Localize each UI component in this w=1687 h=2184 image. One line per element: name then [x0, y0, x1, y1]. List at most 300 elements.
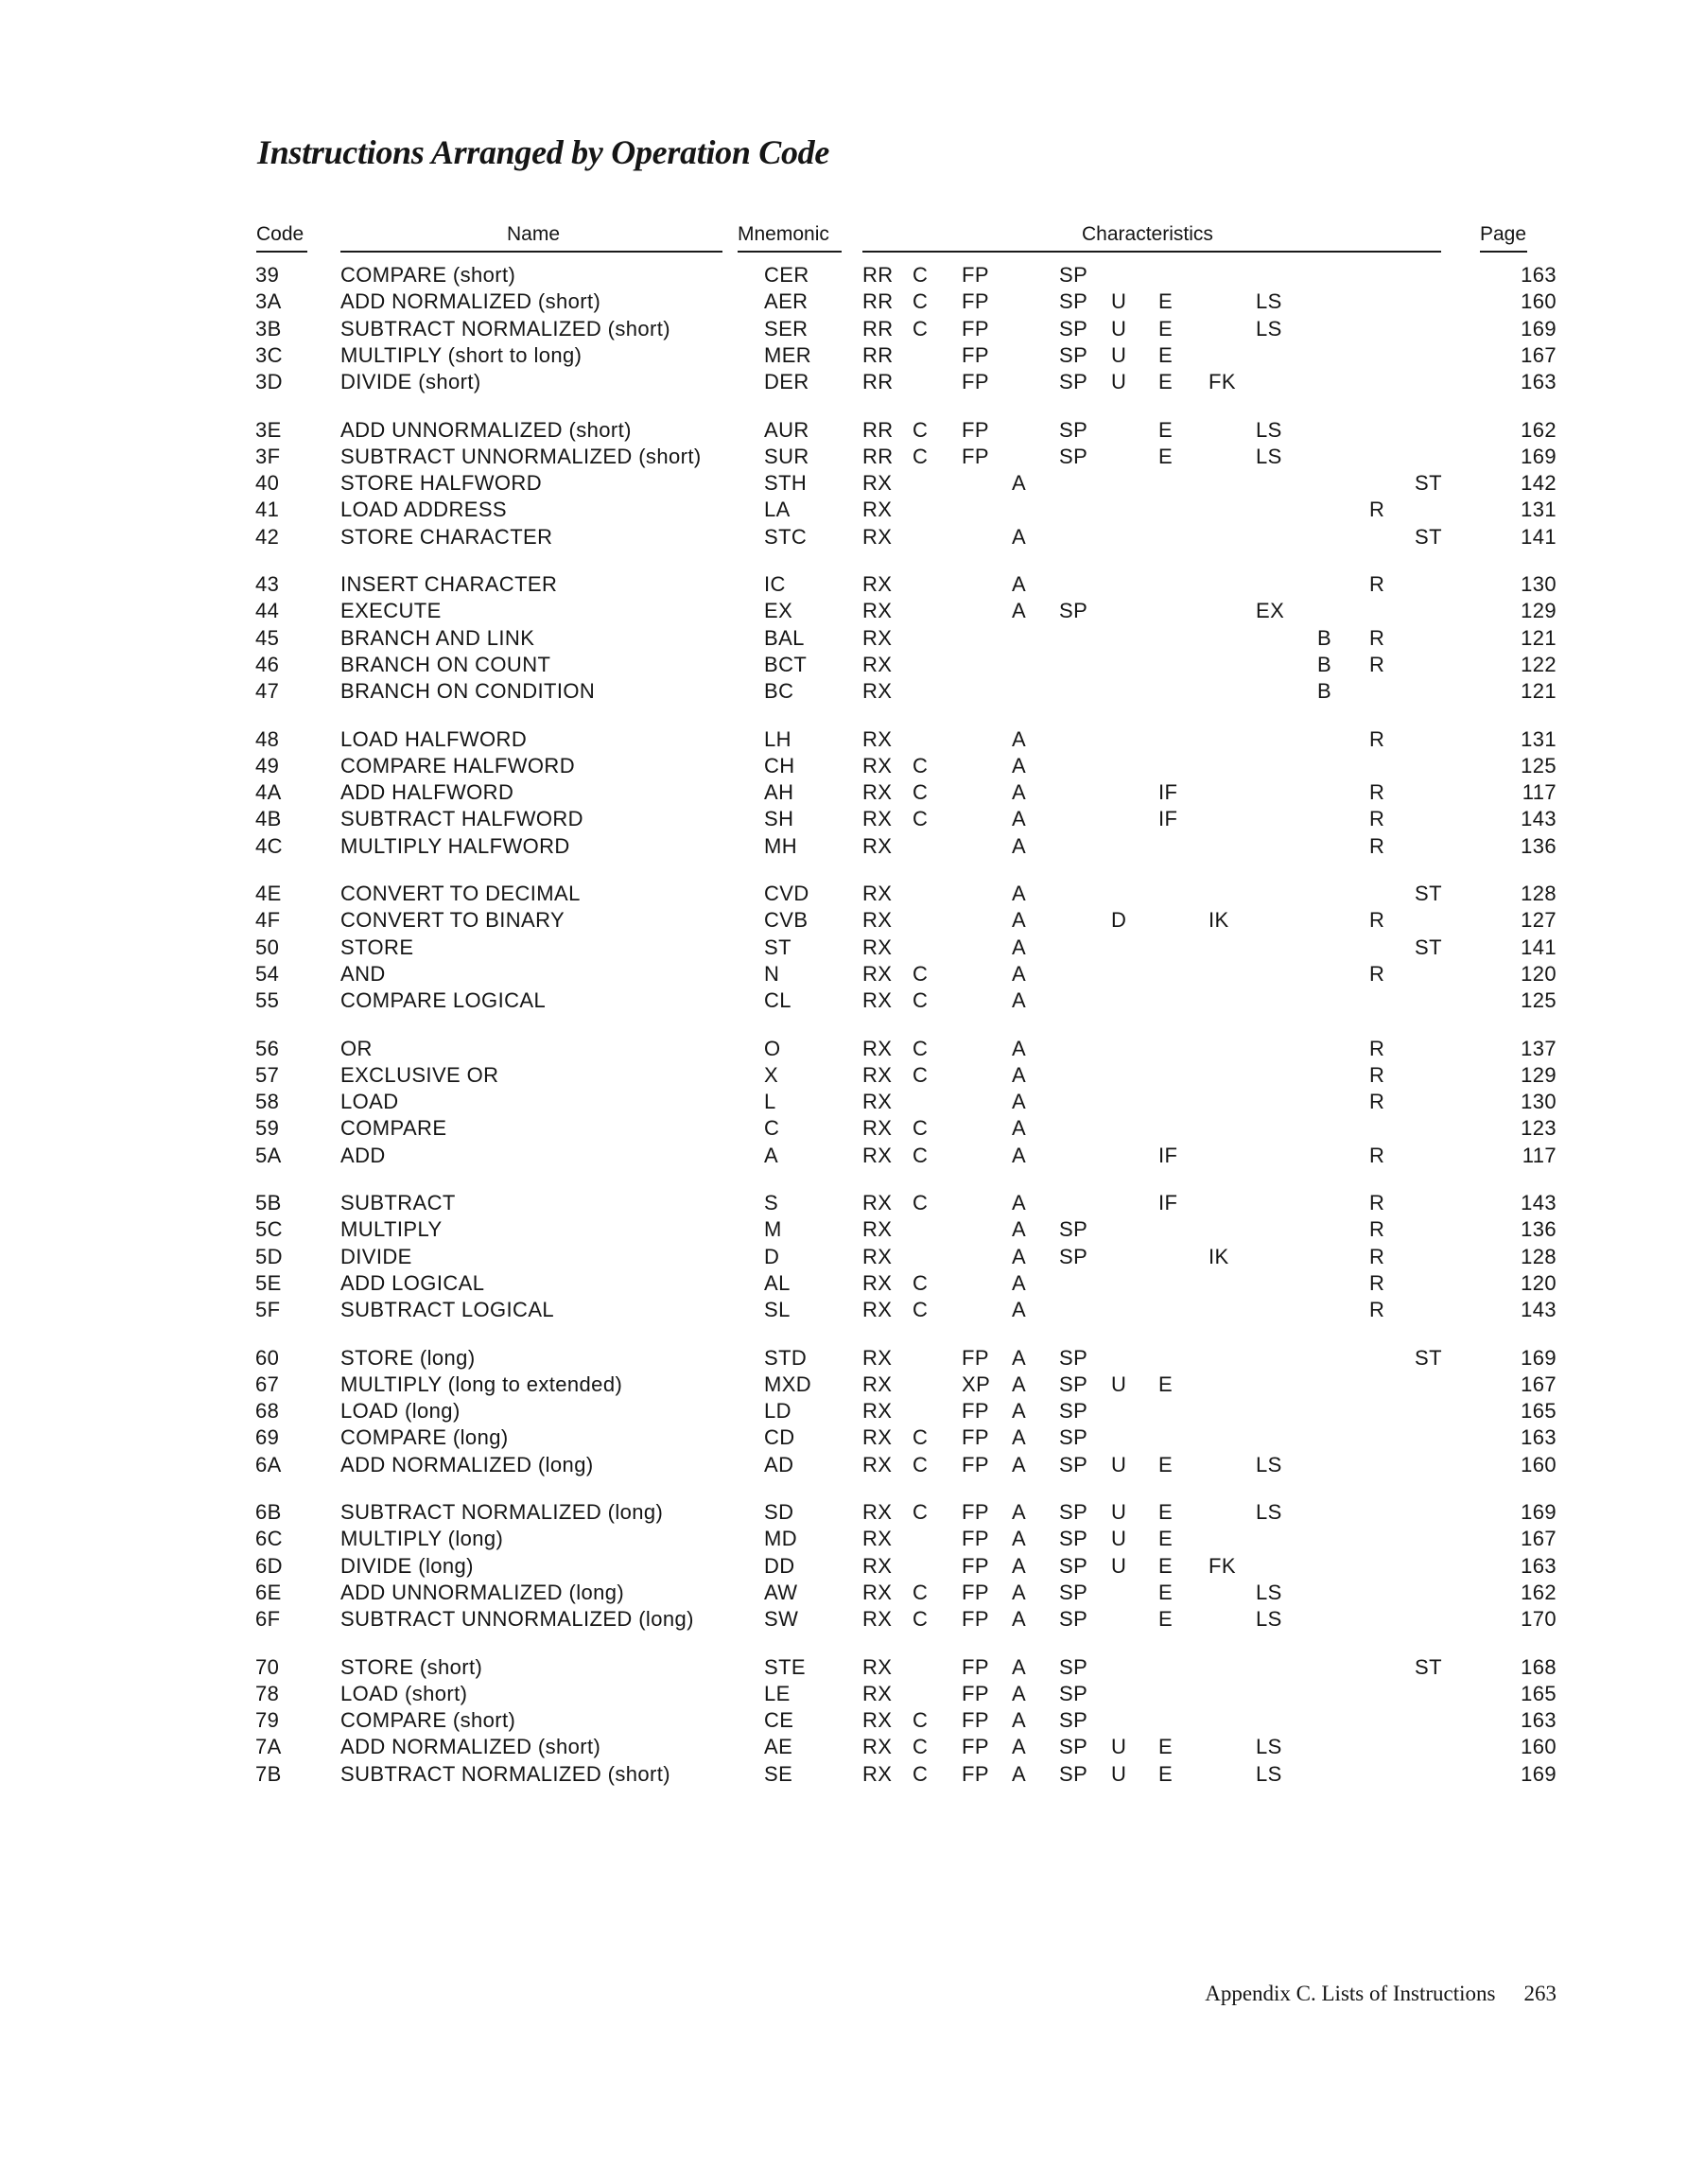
- cell-alignment: A: [1012, 599, 1027, 623]
- cell-format: RX: [862, 652, 893, 676]
- table-row: [0, 907, 1687, 934]
- cell-name: LOAD HALFWORD: [340, 726, 528, 751]
- cell-mnemonic: CH: [764, 753, 795, 778]
- cell-alignment: A: [1012, 524, 1027, 549]
- cell-alignment: A: [1012, 1527, 1027, 1551]
- cell-divide-exception: IK: [1209, 908, 1229, 933]
- cell-format: RX: [862, 1062, 893, 1087]
- cell-page: 129: [1521, 599, 1557, 623]
- table-row: [0, 1606, 1687, 1633]
- cell-mnemonic: AW: [764, 1580, 798, 1604]
- cell-format: RX: [862, 1553, 893, 1578]
- cell-mnemonic: D: [764, 1244, 780, 1268]
- cell-page: 142: [1521, 471, 1557, 496]
- cell-format: RX: [862, 1298, 893, 1322]
- cell-name: INSERT CHARACTER: [340, 572, 558, 596]
- cell-format: RX: [862, 908, 893, 933]
- cell-floating-point: FP: [962, 1681, 989, 1705]
- table-row: [0, 1580, 1687, 1606]
- cell-code: 3F: [255, 444, 281, 468]
- cell-alignment: A: [1012, 1607, 1027, 1632]
- cell-code: 3D: [255, 370, 283, 394]
- cell-floating-point: FP: [962, 342, 989, 367]
- table-row: [0, 1398, 1687, 1424]
- cell-mnemonic: MXD: [764, 1372, 812, 1396]
- cell-exponent-overflow: E: [1158, 1735, 1174, 1759]
- cell-mnemonic: CVB: [764, 908, 809, 933]
- cell-alignment: A: [1012, 988, 1027, 1013]
- cell-exponent-overflow: E: [1158, 316, 1174, 341]
- cell-format: RR: [862, 342, 894, 367]
- cell-exponent-underflow: U: [1111, 1735, 1127, 1759]
- cell-code: 41: [255, 498, 280, 522]
- cell-code: 46: [255, 652, 280, 676]
- cell-exponent-overflow: IF: [1158, 807, 1178, 831]
- cell-page: 128: [1521, 1244, 1557, 1268]
- cell-code: 7B: [255, 1761, 282, 1786]
- cell-register-modified: R: [1369, 1191, 1385, 1214]
- cell-format: RX: [862, 1116, 893, 1141]
- cell-format: RX: [862, 471, 893, 496]
- table-row: [0, 571, 1687, 598]
- table-row: [0, 470, 1687, 497]
- cell-specification: SP: [1059, 342, 1088, 367]
- cell-format: RX: [862, 1452, 893, 1476]
- table-row: [0, 726, 1687, 753]
- cell-branching: B: [1317, 652, 1332, 676]
- cell-format: RX: [862, 679, 893, 704]
- cell-page: 169: [1521, 1345, 1557, 1370]
- cell-store: ST: [1415, 471, 1442, 496]
- cell-mnemonic: SL: [764, 1298, 791, 1322]
- cell-page: 137: [1521, 1036, 1557, 1060]
- table-row: [0, 497, 1687, 523]
- cell-floating-point: FP: [962, 1399, 989, 1424]
- cell-mnemonic: C: [764, 1116, 780, 1141]
- cell-alignment: A: [1012, 1500, 1027, 1524]
- cell-format: RR: [862, 263, 894, 287]
- cell-exponent-overflow: E: [1158, 417, 1174, 442]
- cell-name: STORE (long): [340, 1345, 476, 1370]
- cell-page: 136: [1521, 833, 1557, 858]
- cell-exponent-overflow: E: [1158, 1527, 1174, 1551]
- cell-format: RX: [862, 1090, 893, 1114]
- cell-divide-exception: FK: [1209, 1553, 1236, 1578]
- cell-format: RX: [862, 780, 893, 805]
- cell-floating-point: FP: [962, 1708, 989, 1733]
- cell-format: RR: [862, 444, 894, 468]
- cell-condition-code: C: [913, 444, 929, 468]
- table-row: [0, 779, 1687, 806]
- cell-mnemonic: AUR: [764, 417, 809, 442]
- cell-specification: SP: [1059, 1735, 1088, 1759]
- cell-name: COMPARE (short): [340, 263, 516, 287]
- cell-format: RX: [862, 935, 893, 959]
- cell-alignment: A: [1012, 572, 1027, 596]
- cell-name: ADD NORMALIZED (short): [340, 289, 601, 314]
- cell-specification: SP: [1059, 289, 1088, 314]
- table-row: [0, 1654, 1687, 1681]
- cell-mnemonic: CVD: [764, 882, 809, 905]
- cell-condition-code: C: [913, 807, 929, 831]
- cell-specification: SP: [1059, 1425, 1088, 1450]
- cell-specification: SP: [1059, 417, 1088, 442]
- table-row: [0, 753, 1687, 779]
- cell-mnemonic: X: [764, 1062, 779, 1087]
- cell-exponent-overflow: E: [1158, 1372, 1174, 1396]
- cell-mnemonic: M: [764, 1217, 782, 1242]
- cell-code: 6D: [255, 1553, 283, 1578]
- cell-format: RX: [862, 498, 893, 522]
- cell-mnemonic: MER: [764, 342, 812, 367]
- cell-register-modified: R: [1369, 625, 1385, 650]
- cell-page: 123: [1521, 1116, 1557, 1141]
- cell-page: 143: [1521, 807, 1557, 831]
- cell-alignment: A: [1012, 1708, 1027, 1733]
- cell-page: 168: [1521, 1654, 1557, 1679]
- cell-mnemonic: CL: [764, 988, 791, 1013]
- cell-name: DIVIDE: [340, 1244, 412, 1268]
- cell-name: MULTIPLY (long to extended): [340, 1372, 623, 1396]
- cell-name: MULTIPLY (short to long): [340, 342, 583, 367]
- cell-alignment: A: [1012, 1345, 1027, 1370]
- cell-significance: LS: [1256, 289, 1282, 314]
- cell-alignment: A: [1012, 807, 1027, 831]
- table-row: [0, 806, 1687, 832]
- cell-format: RX: [862, 882, 893, 905]
- cell-page: 165: [1521, 1399, 1557, 1424]
- cell-page: 165: [1521, 1681, 1557, 1705]
- cell-page: 163: [1521, 1425, 1557, 1450]
- cell-mnemonic: SER: [764, 316, 809, 341]
- cell-condition-code: C: [913, 1191, 929, 1214]
- cell-alignment: A: [1012, 1399, 1027, 1424]
- cell-exponent-underflow: U: [1111, 1372, 1127, 1396]
- cell-floating-point: FP: [962, 1500, 989, 1524]
- cell-name: STORE CHARACTER: [340, 524, 553, 549]
- cell-format: RX: [862, 625, 893, 650]
- cell-format: RR: [862, 316, 894, 341]
- table-row: [0, 1681, 1687, 1707]
- cell-specification: SP: [1059, 1681, 1088, 1705]
- cell-condition-code: C: [913, 988, 929, 1013]
- cell-significance: LS: [1256, 1735, 1282, 1759]
- cell-page: 169: [1521, 316, 1557, 341]
- cell-alignment: A: [1012, 1244, 1027, 1268]
- cell-register-modified: R: [1369, 833, 1385, 858]
- cell-exponent-overflow: E: [1158, 1553, 1174, 1578]
- cell-page: 127: [1521, 908, 1557, 933]
- cell-code: 5B: [255, 1191, 282, 1214]
- cell-page: 128: [1521, 882, 1557, 905]
- cell-exponent-overflow: E: [1158, 1607, 1174, 1632]
- cell-code: 60: [255, 1345, 280, 1370]
- cell-code: 4F: [255, 908, 281, 933]
- cell-mnemonic: LE: [764, 1681, 791, 1705]
- cell-name: COMPARE (long): [340, 1425, 509, 1450]
- cell-format: RX: [862, 1735, 893, 1759]
- cell-format: RR: [862, 370, 894, 394]
- cell-mnemonic: STD: [764, 1345, 808, 1370]
- cell-code: 48: [255, 726, 280, 751]
- cell-page: 120: [1521, 961, 1557, 986]
- cell-page: 163: [1521, 1708, 1557, 1733]
- cell-page: 121: [1521, 625, 1557, 650]
- column-header-mnemonic: Mnemonic: [738, 223, 829, 245]
- cell-register-modified: R: [1369, 908, 1385, 933]
- cell-name: ADD UNNORMALIZED (short): [340, 417, 632, 442]
- cell-page: 160: [1521, 1452, 1557, 1476]
- cell-mnemonic: LH: [764, 726, 791, 751]
- cell-condition-code: C: [913, 1735, 929, 1759]
- cell-specification: SP: [1059, 1654, 1088, 1679]
- cell-condition-code: C: [913, 1062, 929, 1087]
- table-row: [0, 1089, 1687, 1115]
- column-header-characteristics: Characteristics: [1082, 223, 1213, 245]
- cell-mnemonic: LA: [764, 498, 791, 522]
- table-row: [0, 833, 1687, 860]
- cell-name: BRANCH ON CONDITION: [340, 679, 596, 704]
- cell-mnemonic: A: [764, 1143, 779, 1167]
- cell-code: 40: [255, 471, 280, 496]
- cell-significance: LS: [1256, 417, 1282, 442]
- cell-name: COMPARE HALFWORD: [340, 753, 576, 778]
- cell-condition-code: C: [913, 263, 929, 287]
- cell-specification: SP: [1059, 444, 1088, 468]
- cell-alignment: A: [1012, 908, 1027, 933]
- cell-page: 143: [1521, 1298, 1557, 1322]
- cell-code: 4E: [255, 882, 282, 905]
- cell-code: 6C: [255, 1527, 283, 1551]
- cell-format: RX: [862, 1143, 893, 1167]
- cell-format: RX: [862, 807, 893, 831]
- cell-store: ST: [1415, 882, 1442, 905]
- table-row: [0, 1190, 1687, 1216]
- cell-code: 5F: [255, 1298, 281, 1322]
- cell-code: 43: [255, 572, 280, 596]
- cell-mnemonic: ST: [764, 935, 791, 959]
- cell-condition-code: C: [913, 1607, 929, 1632]
- cell-alignment: A: [1012, 1116, 1027, 1141]
- cell-exponent-underflow: U: [1111, 1500, 1127, 1524]
- cell-exponent-overflow: E: [1158, 1500, 1174, 1524]
- cell-code: 55: [255, 988, 280, 1013]
- cell-mnemonic: CD: [764, 1425, 795, 1450]
- cell-register-modified: R: [1369, 726, 1385, 751]
- cell-format: RX: [862, 599, 893, 623]
- cell-mnemonic: AH: [764, 780, 794, 805]
- cell-register-modified: R: [1369, 807, 1385, 831]
- cell-page: 167: [1521, 1372, 1557, 1396]
- cell-specification: SP: [1059, 1500, 1088, 1524]
- cell-name: CONVERT TO DECIMAL: [340, 882, 581, 905]
- cell-register-modified: R: [1369, 1244, 1385, 1268]
- cell-name: SUBTRACT: [340, 1191, 456, 1214]
- cell-branching: B: [1317, 625, 1332, 650]
- cell-code: 3A: [255, 289, 282, 314]
- cell-exponent-overflow: IF: [1158, 780, 1178, 805]
- cell-floating-point: FP: [962, 1654, 989, 1679]
- table-row: [0, 1143, 1687, 1169]
- cell-page: 129: [1521, 1062, 1557, 1087]
- cell-alignment: A: [1012, 1143, 1027, 1167]
- cell-code: 44: [255, 599, 280, 623]
- cell-significance: EX: [1256, 599, 1285, 623]
- cell-format: RX: [862, 1191, 893, 1214]
- cell-mnemonic: L: [764, 1090, 776, 1114]
- cell-format: RR: [862, 289, 894, 314]
- cell-alignment: A: [1012, 1735, 1027, 1759]
- cell-alignment: A: [1012, 1553, 1027, 1578]
- cell-code: 59: [255, 1116, 280, 1141]
- cell-format: RX: [862, 1708, 893, 1733]
- table-row: [0, 1553, 1687, 1580]
- table-row: [0, 1761, 1687, 1788]
- cell-mnemonic: AER: [764, 289, 809, 314]
- cell-alignment: A: [1012, 1654, 1027, 1679]
- cell-code: 54: [255, 961, 280, 986]
- cell-format: RX: [862, 1425, 893, 1450]
- cell-name: STORE (short): [340, 1654, 483, 1679]
- cell-name: ADD HALFWORD: [340, 780, 514, 805]
- cell-code: 45: [255, 625, 280, 650]
- cell-code: 4C: [255, 833, 283, 858]
- page-number: 263: [1523, 1982, 1557, 2005]
- cell-mnemonic: BCT: [764, 652, 808, 676]
- cell-alignment: A: [1012, 780, 1027, 805]
- cell-code: 3C: [255, 342, 283, 367]
- cell-page: 169: [1521, 444, 1557, 468]
- cell-page: 131: [1521, 726, 1557, 751]
- table-row: [0, 1526, 1687, 1552]
- cell-alignment: A: [1012, 726, 1027, 751]
- cell-page: 125: [1521, 753, 1557, 778]
- cell-exponent-underflow: U: [1111, 370, 1127, 394]
- cell-significance: LS: [1256, 1452, 1282, 1476]
- cell-significance: LS: [1256, 1580, 1282, 1604]
- cell-page: 143: [1521, 1191, 1557, 1214]
- cell-name: BRANCH ON COUNT: [340, 652, 551, 676]
- cell-specification: SP: [1059, 1553, 1088, 1578]
- table-row: [0, 961, 1687, 987]
- cell-floating-point: FP: [962, 1345, 989, 1370]
- cell-page: 162: [1521, 1580, 1557, 1604]
- cell-format: RX: [862, 1654, 893, 1679]
- cell-name: COMPARE: [340, 1116, 447, 1141]
- cell-mnemonic: MH: [764, 833, 798, 858]
- cell-condition-code: C: [913, 1580, 929, 1604]
- cell-alignment: A: [1012, 1217, 1027, 1242]
- cell-mnemonic: CER: [764, 263, 809, 287]
- cell-mnemonic: STH: [764, 471, 808, 496]
- cell-code: 5C: [255, 1217, 283, 1242]
- cell-page: 130: [1521, 572, 1557, 596]
- cell-register-modified: R: [1369, 961, 1385, 986]
- cell-divide-exception: IK: [1209, 1244, 1229, 1268]
- table-row: [0, 1452, 1687, 1478]
- cell-name: SUBTRACT NORMALIZED (short): [340, 1761, 670, 1786]
- cell-name: ADD LOGICAL: [340, 1270, 485, 1295]
- table-row: [0, 1345, 1687, 1372]
- cell-exponent-overflow: E: [1158, 1761, 1174, 1786]
- cell-floating-point: FP: [962, 1553, 989, 1578]
- table-row: [0, 316, 1687, 342]
- cell-code: 78: [255, 1681, 280, 1705]
- cell-alignment: A: [1012, 833, 1027, 858]
- column-header-code: Code: [256, 223, 304, 245]
- cell-name: LOAD: [340, 1090, 399, 1114]
- cell-page: 121: [1521, 679, 1557, 704]
- cell-significance: LS: [1256, 1607, 1282, 1632]
- footer-text: Appendix C. Lists of Instructions: [1205, 1982, 1496, 2005]
- cell-alignment: A: [1012, 1761, 1027, 1786]
- cell-name: MULTIPLY: [340, 1217, 443, 1242]
- cell-page: 163: [1521, 370, 1557, 394]
- cell-format: RX: [862, 1217, 893, 1242]
- cell-floating-point: FP: [962, 417, 989, 442]
- cell-exponent-overflow: E: [1158, 1580, 1174, 1604]
- cell-code: 67: [255, 1372, 280, 1396]
- cell-mnemonic: BAL: [764, 625, 805, 650]
- cell-mnemonic: SW: [764, 1607, 799, 1632]
- table-row: [0, 987, 1687, 1014]
- cell-alignment: A: [1012, 1270, 1027, 1295]
- cell-floating-point: FP: [962, 1452, 989, 1476]
- cell-register-modified: R: [1369, 1090, 1385, 1114]
- cell-mnemonic: AE: [764, 1735, 793, 1759]
- cell-mnemonic: MD: [764, 1527, 798, 1551]
- cell-register-modified: R: [1369, 1143, 1385, 1167]
- cell-code: 50: [255, 935, 280, 959]
- cell-format: RX: [862, 1681, 893, 1705]
- cell-mnemonic: STE: [764, 1654, 806, 1679]
- cell-code: 5E: [255, 1270, 282, 1295]
- cell-code: 3E: [255, 417, 282, 442]
- column-header-page: Page: [1480, 223, 1527, 245]
- cell-condition-code: C: [913, 417, 929, 442]
- cell-mnemonic: SD: [764, 1500, 794, 1524]
- table-row: [0, 625, 1687, 652]
- cell-code: 5D: [255, 1244, 283, 1268]
- cell-name: CONVERT TO BINARY: [340, 908, 565, 933]
- cell-name: COMPARE (short): [340, 1708, 516, 1733]
- cell-format: RX: [862, 988, 893, 1013]
- cell-mnemonic: N: [764, 961, 780, 986]
- table-row: [0, 342, 1687, 369]
- cell-alignment: A: [1012, 1580, 1027, 1604]
- cell-floating-point: XP: [962, 1372, 991, 1396]
- cell-mnemonic: CE: [764, 1708, 794, 1733]
- cell-specification: SP: [1059, 599, 1088, 623]
- table-row: [0, 1499, 1687, 1526]
- table-row: [0, 1372, 1687, 1398]
- cell-format: RX: [862, 1399, 893, 1424]
- cell-register-modified: R: [1369, 780, 1385, 805]
- cell-register-modified: R: [1369, 1217, 1385, 1242]
- cell-register-modified: R: [1369, 1298, 1385, 1322]
- cell-code: 79: [255, 1708, 280, 1733]
- table-row: [0, 262, 1687, 288]
- cell-condition-code: C: [913, 1270, 929, 1295]
- cell-code: 49: [255, 753, 280, 778]
- cell-mnemonic: S: [764, 1191, 779, 1214]
- table-row: [0, 1115, 1687, 1142]
- cell-format: RX: [862, 753, 893, 778]
- cell-page: 160: [1521, 289, 1557, 314]
- table-row: [0, 1036, 1687, 1062]
- cell-format: RX: [862, 1580, 893, 1604]
- cell-condition-code: C: [913, 1500, 929, 1524]
